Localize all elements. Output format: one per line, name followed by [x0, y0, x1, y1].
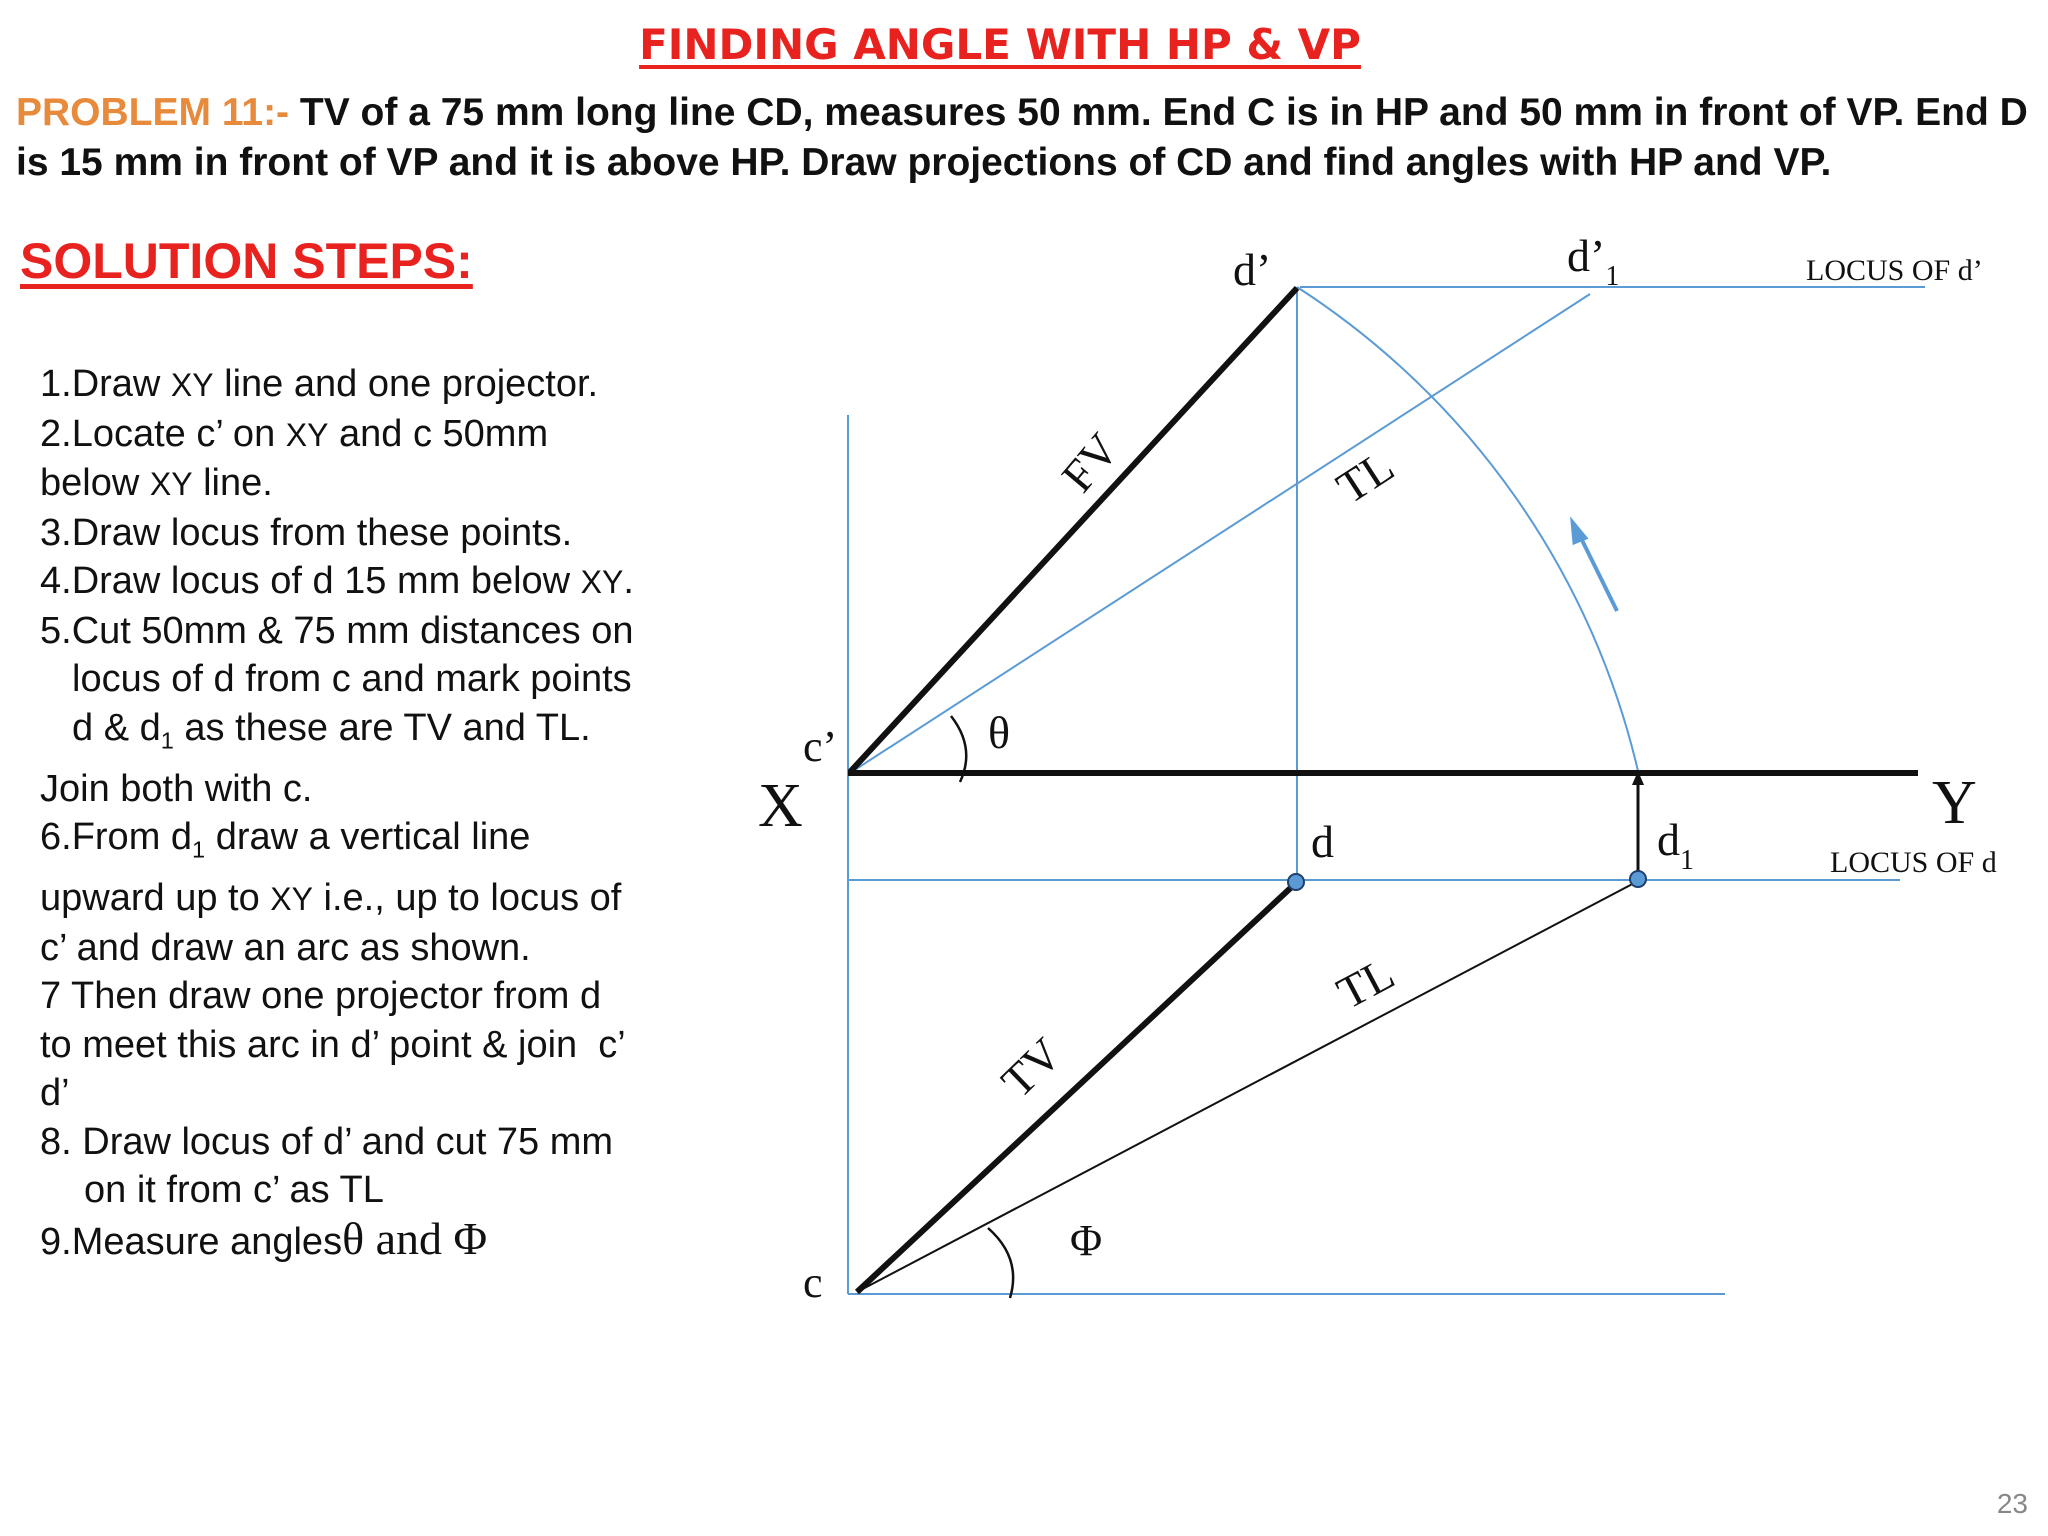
label-locus-d-prime: LOCUS OF d’: [1806, 254, 1983, 287]
step-9: 9.Measure anglesθ and Φ: [40, 1212, 488, 1264]
label-d: d: [1311, 816, 1334, 867]
tl-bottom-line: [857, 880, 1640, 1292]
step-5-cont-2: d & $d_1$ as these are TV and TL.: [72, 706, 591, 754]
label-c: c: [803, 1258, 823, 1307]
step-4: 4.Draw locus of d 15 mm below XY.: [40, 560, 634, 602]
d1-arrow: [1632, 771, 1644, 878]
label-locus-d: LOCUS OF d: [1830, 846, 1997, 879]
step-2: 2.Locate c’ on XY and c 50mm: [40, 412, 549, 455]
label-theta: θ: [988, 707, 1011, 758]
point-d: [1288, 874, 1304, 890]
step-7: 7 Then draw one projector from d: [40, 975, 602, 1018]
slide-title: FINDING ANGLE WITH HP & VP: [639, 20, 1361, 69]
label-tv: TV: [991, 1027, 1072, 1108]
step-1: 1.Draw XY line and one projector.: [40, 363, 599, 405]
step-8-cont: on it from c’ as TL: [84, 1169, 384, 1212]
step-5-cont-3: Join both with c.: [40, 767, 313, 810]
tl-top-line: [850, 294, 1590, 773]
page-number: 23: [1996, 1488, 2028, 1519]
step-7-cont-2: d’: [40, 1072, 70, 1115]
phi-arc: [988, 1228, 1013, 1298]
label-fv: FV: [1051, 423, 1129, 502]
label-d1-prime: $d’_1$: [1567, 230, 1620, 292]
problem-text: TV of a 75 mm long line CD, measures 50 mm. End C is in HP and 50 mm in front of VP. End D is 15 mm in front of VP and it is above HP. Draw projections of CD and find angles with HP and VP.: [16, 91, 2028, 184]
label-tl-top: TL: [1327, 440, 1403, 514]
label-x: X: [758, 772, 803, 840]
step-7-cont: to meet this arc in d’ point & join c’: [40, 1023, 626, 1066]
step-3: 3.Draw locus from these points.: [40, 511, 573, 554]
step-6-cont: upward up to XY i.e., up to locus of: [40, 877, 622, 920]
label-c-prime: c’: [803, 722, 838, 771]
label-y: Y: [1932, 769, 1977, 837]
step-6: 6.From $d_1$ draw a vertical line: [40, 816, 531, 863]
step-8: 8. Draw locus of d’ and cut 75 mm: [40, 1120, 614, 1163]
fv-line: [850, 288, 1297, 772]
label-d-prime: d’: [1233, 244, 1272, 295]
label-d1: $d_1$: [1657, 814, 1694, 876]
step-2-cont: below XY line.: [40, 462, 273, 504]
step-6-cont-2: c’ and draw an arc as shown.: [40, 926, 531, 969]
point-d1: [1630, 871, 1646, 887]
swing-arc: [1297, 287, 1638, 771]
arc-arrow: [1572, 521, 1617, 611]
solution-heading: SOLUTION STEPS:: [20, 233, 473, 289]
label-phi: Φ: [1070, 1216, 1103, 1265]
step-5-cont: locus of d from c and mark points: [72, 658, 632, 700]
problem-label: PROBLEM 11:-: [16, 91, 290, 134]
label-tl-bottom: TL: [1328, 947, 1403, 1019]
step-5: 5.Cut 50mm & 75 mm distances on: [40, 609, 634, 652]
